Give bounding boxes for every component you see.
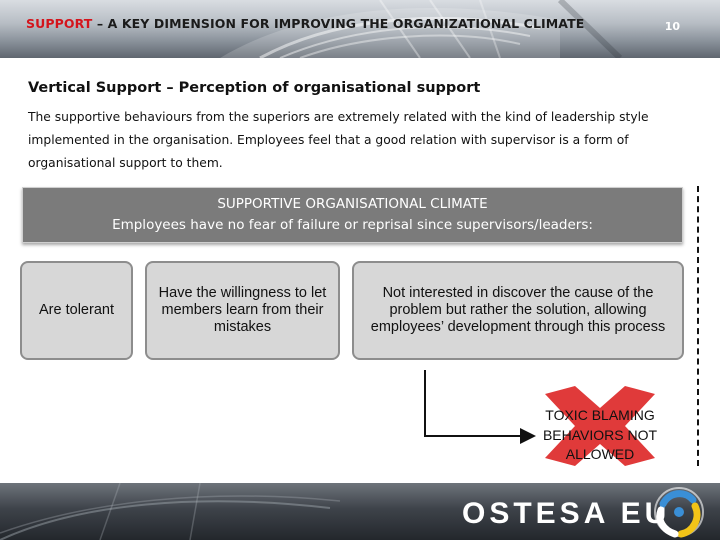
intro-paragraph: The supportive behaviours from the superiors are extremely related with the kind of leadership style implemented in the organisation. Employees feel that a good relation with supervisor is a form of organisational support to them. (28, 110, 649, 170)
header-title-highlight: SUPPORT (26, 16, 93, 31)
section-subtitle: Vertical Support – Perception of organisational support (28, 80, 481, 96)
climate-banner-title: SUPPORTIVE ORGANISATIONAL CLIMATE (217, 196, 488, 212)
card-learn-from-mistakes (145, 261, 340, 360)
toxic-behaviors-label (530, 406, 670, 465)
card-tolerant (20, 261, 133, 360)
climate-banner-subtitle: Employees have no fear of failure or reprisal since supervisors/leaders: (112, 217, 593, 233)
vertical-dashed-divider (697, 186, 699, 466)
climate-banner (22, 187, 683, 243)
ostesa-logo-icon (651, 484, 707, 540)
elbow-arrow-icon (420, 360, 545, 445)
brand-name: OSTESA EU (462, 497, 671, 530)
toxic-line-1: TOXIC BLAMING (545, 407, 655, 423)
card-solution-focus (352, 261, 684, 360)
toxic-line-3: ALLOWED (565, 446, 635, 462)
slide-header-title (26, 16, 584, 31)
header-title-rest: – A KEY DIMENSION FOR IMPROVING THE ORGANIZATIONAL CLIMATE (92, 16, 585, 31)
card-text: Are tolerant (39, 302, 114, 318)
toxic-line-2: BEHAVIORS NOT (542, 426, 658, 443)
card-text: Not interested in discover the cause of the problem but rather the solution, allowing employees’ development through this process (370, 285, 666, 335)
page-number: 10 (664, 20, 680, 33)
card-text: Have the willingness to let members learn from their mistakes (158, 285, 327, 335)
